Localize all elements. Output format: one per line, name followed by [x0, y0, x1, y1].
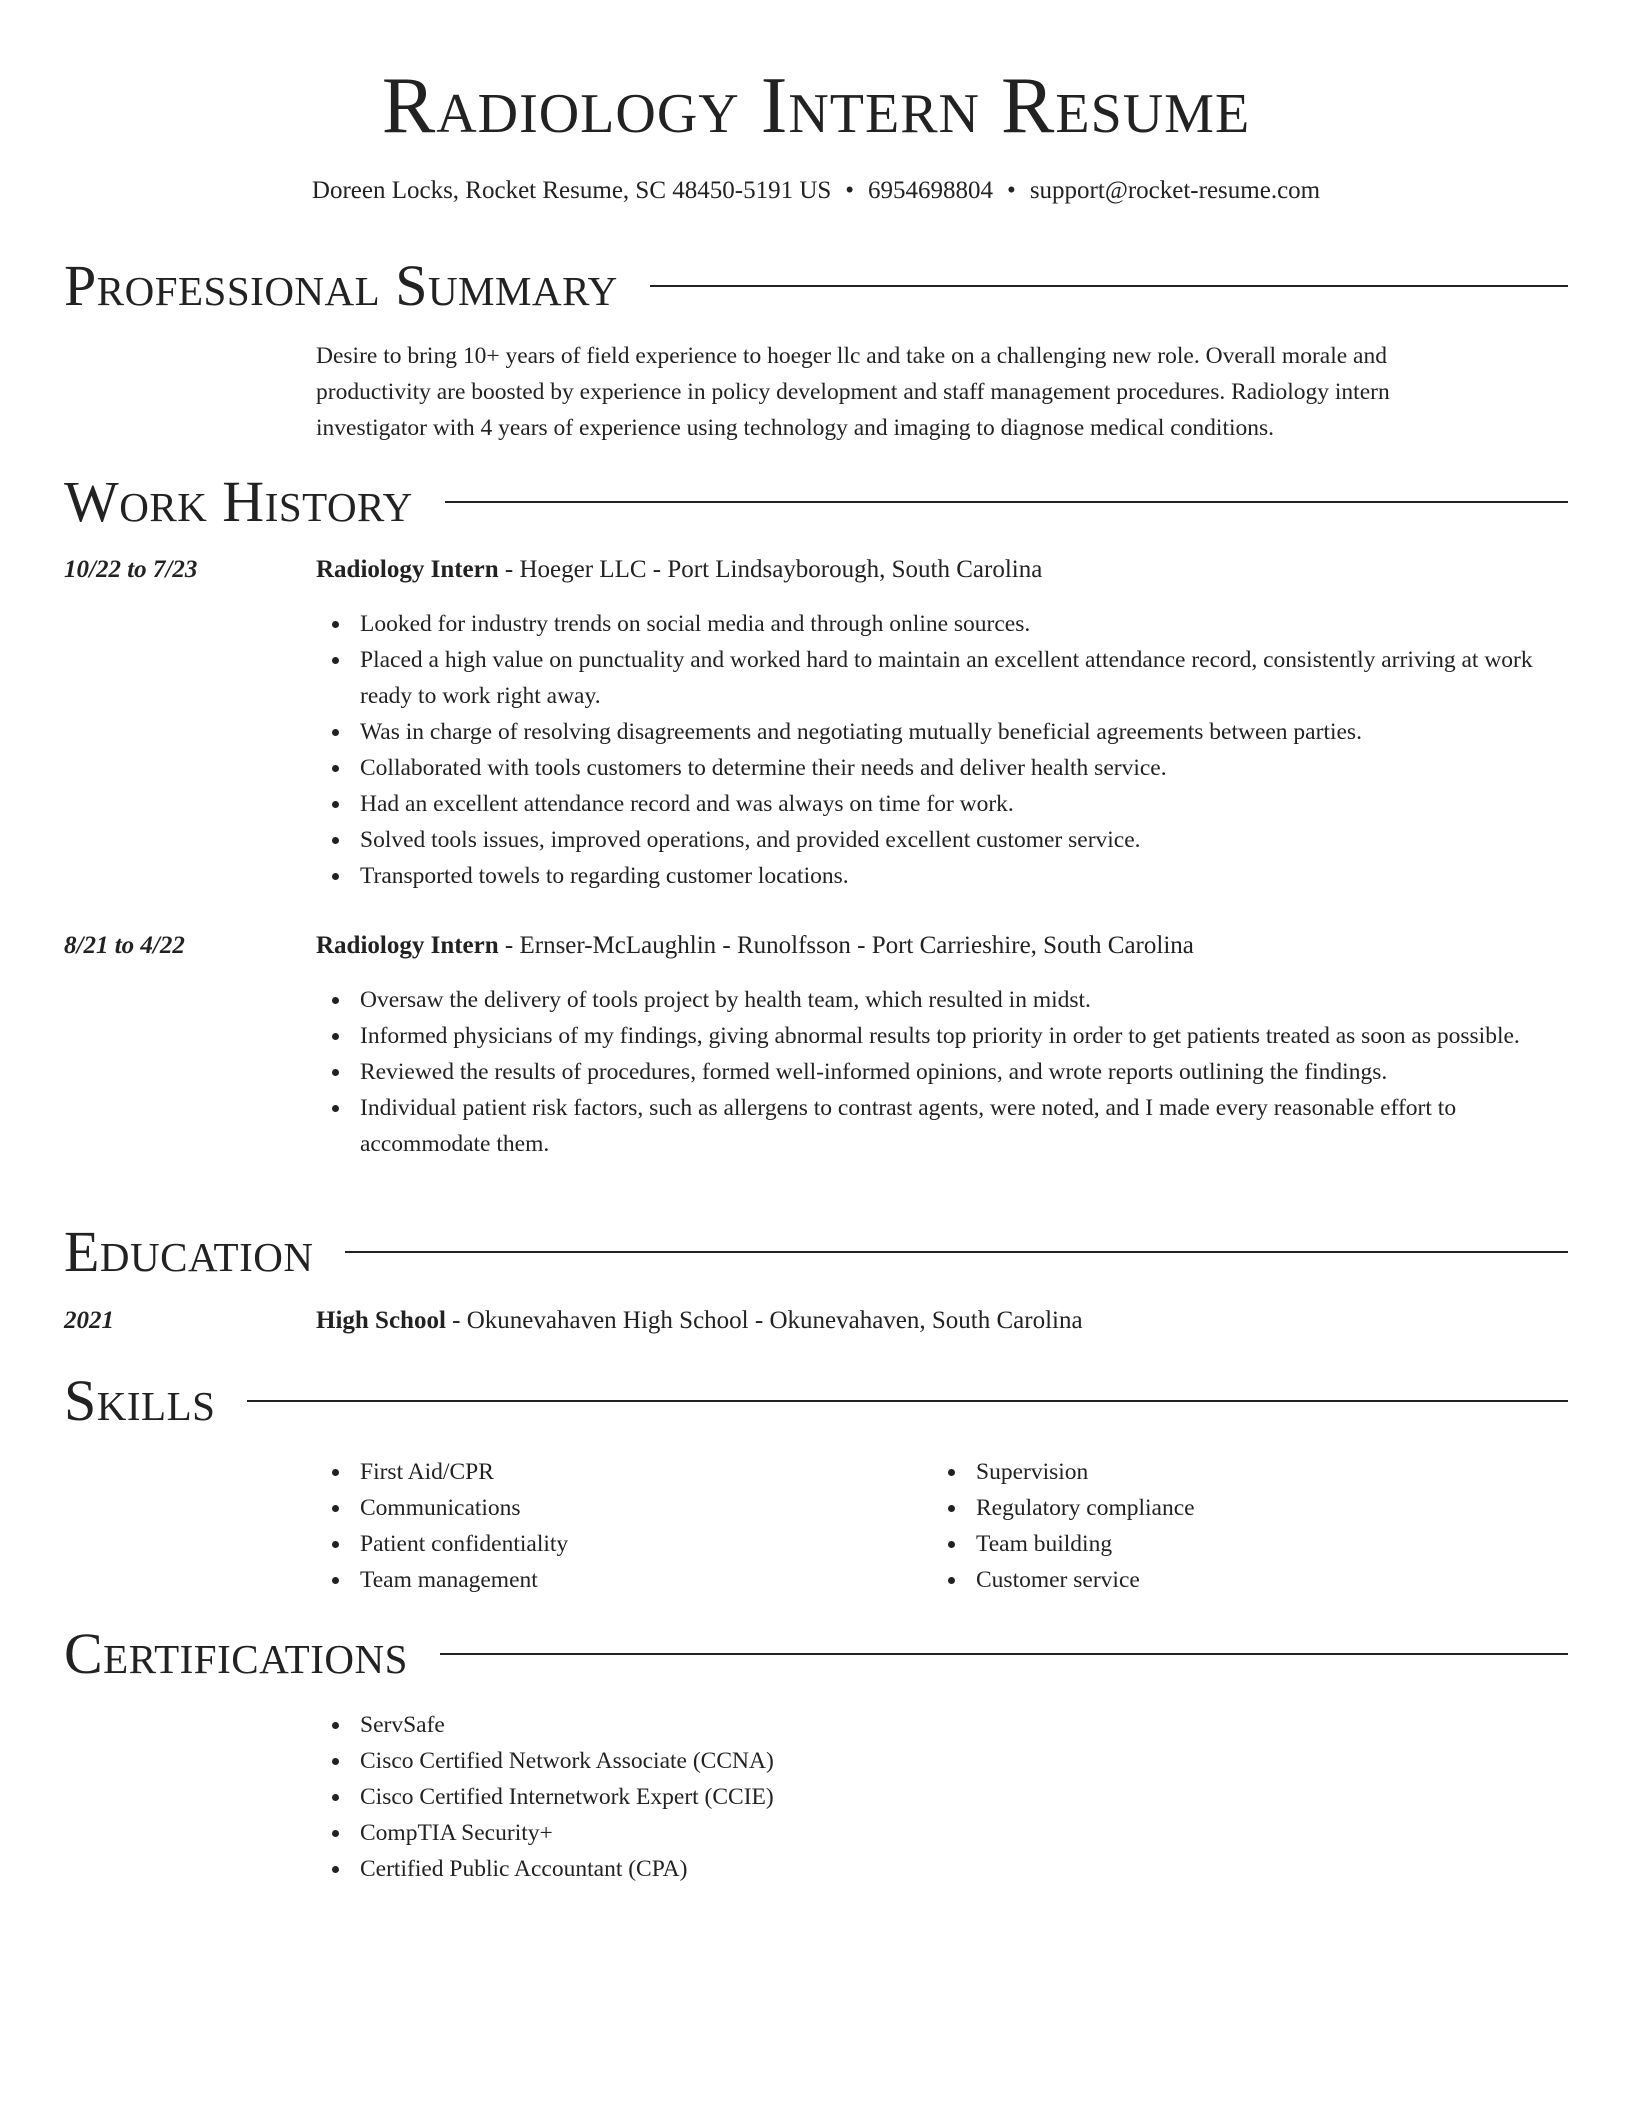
job-details: - Hoeger LLC - Port Lindsayborough, South Carolina: [498, 556, 1043, 583]
education-section-header: [64, 1220, 1568, 1284]
section-divider: [247, 1400, 1568, 1402]
contact-separator: •: [1007, 177, 1016, 204]
contact-email: support@rocket-resume.com: [1029, 177, 1321, 204]
skill-item: Team management: [360, 1562, 916, 1598]
skills-section-header: [64, 1369, 1568, 1433]
certification-item: Cisco Certified Internetwork Expert (CCIE): [360, 1779, 1568, 1815]
job-heading: [316, 553, 1042, 587]
certification-item: Certified Public Accountant (CPA): [360, 1851, 1568, 1887]
work-heading: Work History: [64, 469, 413, 534]
education-degree: High School: [316, 1307, 446, 1334]
job-bullet: Solved tools issues, improved operations, and provided excellent customer service.: [360, 822, 1568, 858]
education-year: 2021: [64, 1307, 114, 1334]
job-bullet: Oversaw the delivery of tools project by health team, which resulted in midst.: [360, 982, 1568, 1018]
contact-phone: 6954698804: [868, 177, 994, 204]
job-bullets: [316, 606, 1568, 894]
contact-info: [0, 174, 1632, 208]
job-bullets: [316, 982, 1568, 1162]
skill-item: First Aid/CPR: [360, 1454, 916, 1490]
certification-item: CompTIA Security+: [360, 1815, 1568, 1851]
section-divider: [440, 1653, 1568, 1655]
skill-item: Team building: [976, 1526, 1532, 1562]
job-bullet: Placed a high value on punctuality and worked hard to maintain an excellent attendance record, consistently arriving at work ready to work right away.: [360, 642, 1568, 714]
work-section-header: [64, 470, 1568, 534]
job-bullet: Had an excellent attendance record and was always on time for work.: [360, 786, 1568, 822]
education-heading: Education: [64, 1219, 314, 1284]
skills-list-right: [932, 1454, 1532, 1598]
skills-list-left: [316, 1454, 916, 1598]
job-bullet: Reviewed the results of procedures, formed well-informed opinions, and wrote reports outlining the findings.: [360, 1054, 1568, 1090]
summary-section-header: [64, 254, 1568, 318]
skill-item: Supervision: [976, 1454, 1532, 1490]
job-bullet: Looked for industry trends on social media and through online sources.: [360, 606, 1568, 642]
certification-item: ServSafe: [360, 1707, 1568, 1743]
job-title: Radiology Intern: [316, 556, 499, 583]
certification-item: Cisco Certified Network Associate (CCNA): [360, 1743, 1568, 1779]
job-bullet: Was in charge of resolving disagreements and negotiating mutually beneficial agreements between parties.: [360, 714, 1568, 750]
job-bullet: Individual patient risk factors, such as allergens to contrast agents, were noted, and I made every reasonable effort to accommodate them.: [360, 1090, 1568, 1162]
skills-heading: Skills: [64, 1368, 216, 1433]
job-heading: [316, 929, 1194, 963]
education-heading-line: [316, 1304, 1083, 1338]
section-divider: [345, 1251, 1568, 1253]
certifications-list: [316, 1707, 1568, 1887]
skill-item: Patient confidentiality: [360, 1526, 916, 1562]
summary-text: Desire to bring 10+ years of field experience to hoeger llc and take on a challenging new role. Overall morale and productivity are boosted by experience in policy development and staff management procedures. Radiology intern investigator with 4 years of experience using technology and imaging to diagnose medical conditions.: [316, 343, 1390, 441]
certifications-heading: Certifications: [64, 1621, 408, 1686]
summary-heading: Professional Summary: [64, 253, 618, 318]
job-bullet: Collaborated with tools customers to determine their needs and deliver health service.: [360, 750, 1568, 786]
section-divider: [445, 501, 1568, 503]
education-details: - Okunevahaven High School - Okunevahaven, South Carolina: [445, 1307, 1083, 1334]
contact-separator: •: [845, 177, 855, 204]
job-bullet: Informed physicians of my findings, giving abnormal results top priority in order to get patients treated as soon as possible.: [360, 1018, 1568, 1054]
section-divider: [650, 285, 1568, 287]
skill-item: Customer service: [976, 1562, 1532, 1598]
certifications-section-header: [64, 1622, 1568, 1686]
job-bullet: Transported towels to regarding customer locations.: [360, 858, 1568, 894]
document-title: Radiology Intern Resume: [381, 62, 1251, 150]
contact-address: Doreen Locks, Rocket Resume, SC 48450-5191 US: [311, 177, 832, 204]
job-details: - Ernser-McLaughlin - Runolfsson - Port Carrieshire, South Carolina: [498, 932, 1194, 959]
job-title: Radiology Intern: [316, 932, 499, 959]
job-dates: 8/21 to 4/22: [64, 932, 185, 959]
job-dates: 10/22 to 7/23: [64, 556, 198, 583]
skill-item: Regulatory compliance: [976, 1490, 1532, 1526]
skill-item: Communications: [360, 1490, 916, 1526]
